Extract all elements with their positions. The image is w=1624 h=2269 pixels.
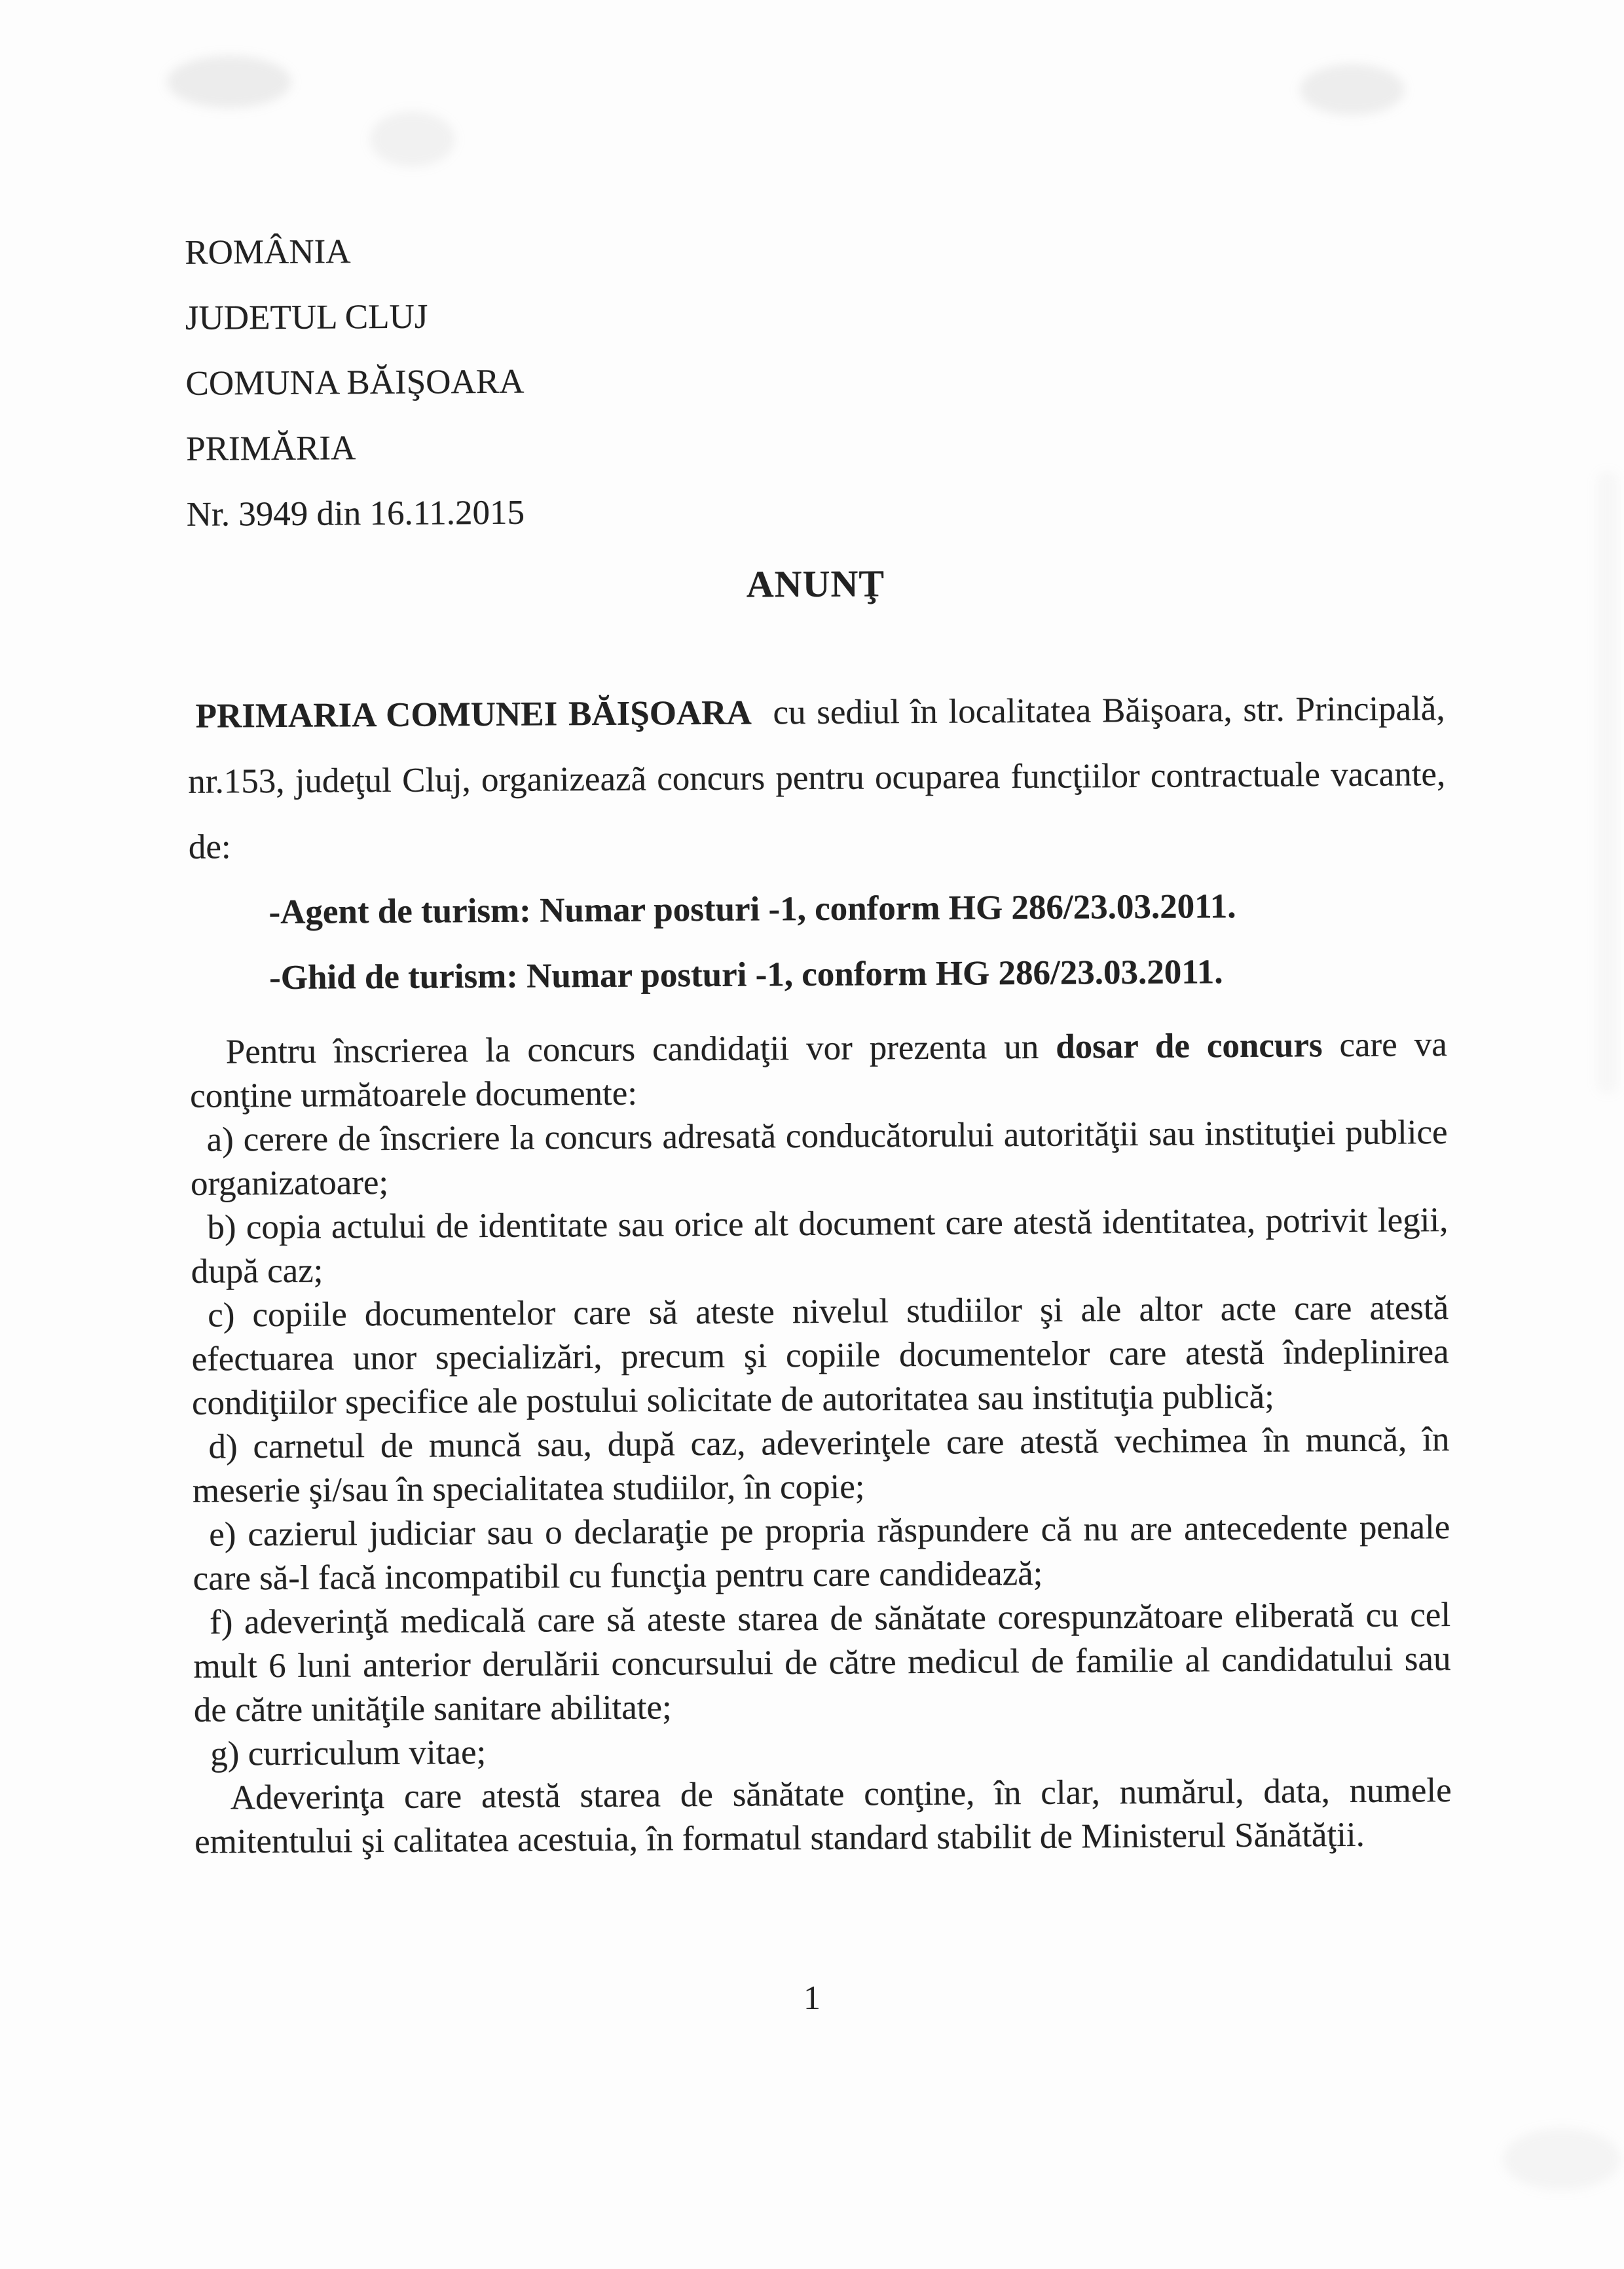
- dossier-intro-before: Pentru înscrierea la concurs candidaţii vor prezenta un: [225, 1027, 1056, 1071]
- dossier-intro-bold: dosar de concurs: [1056, 1026, 1323, 1066]
- scan-smudge-top-left: [167, 56, 291, 108]
- header-line-country: ROMÂNIA: [185, 232, 351, 272]
- dossier-intro-after: care va conţine următoarele documente:: [190, 1025, 1447, 1115]
- intro-paragraph: [187, 676, 1446, 880]
- intro-institution-name: PRIMARIA COMUNEI BĂIŞOARA: [195, 693, 752, 735]
- page-number: 1: [803, 1980, 821, 2017]
- header-line-registration-number: Nr. 3949 din 16.11.2015: [186, 493, 525, 534]
- scan-smudge-top-right: [1300, 64, 1405, 115]
- document-content: [185, 212, 1452, 1864]
- intro-paragraph-text: cu sediul în localitatea Băişoara, str. Principală, nr.153, judeţul Cluj, organizeazã concurs pentru ocuparea funcţiilor contractuale vacante, de:: [188, 690, 1446, 866]
- requirement-item-g: g) curriculum vitae;: [210, 1733, 487, 1773]
- scan-smudge-right-edge: [1596, 471, 1619, 1094]
- requirement-item-b: b) copia actului de identitate sau orice alt document care atestă identitatea, potrivit legii, după caz;: [191, 1201, 1449, 1291]
- requirement-item-e: e) cazierul judiciar sau o declaraţie pe propria răspundere că nu are antecedente penale care să-l facă incompatibil cu funcţia pentru care candidează;: [193, 1508, 1450, 1598]
- scan-smudge-bottom-right: [1503, 2128, 1621, 2190]
- position-line-ghid-de-turism: -Ghid de turism: Numar posturi -1, conform HG 286/23.03.2011.: [268, 953, 1223, 997]
- document-header: [185, 212, 1444, 547]
- requirement-item-c: c) copiile documentelor care să ateste nivelul studiilor şi ale altor acte care atestă efectuarea unor specializări, precum şi copiile documentelor care atestă îndeplinirea condiţiilor specifice ale postului solicitate de autoritatea sau instituţia publică;: [191, 1289, 1449, 1422]
- header-line-county: JUDETUL CLUJ: [185, 297, 428, 337]
- requirement-item-a: a) cerere de înscriere la concurs adresată conducătorului autorităţii sau instituţiei publice organizatoare;: [190, 1113, 1448, 1203]
- position-line-agent-de-turism: -Agent de turism: Numar posturi -1, conform HG 286/23.03.2011.: [268, 887, 1236, 932]
- closing-paragraph: Adeverinţa care atestă starea de sănătate conţine, în clar, numărul, data, numele emitentului şi calitatea acestuia, în formatul standard stabilit de Ministerul Sănătăţii.: [194, 1771, 1452, 1861]
- document-title: ANUNŢ: [746, 562, 885, 606]
- requirement-item-f: f) adeverinţă medicală care să ateste starea de sănătate corespunzătoare eliberată cu cel mult 6 luni anterior derulării concursului de către medicul de familie al candidatului sau de către unităţile sanitare abilitate;: [193, 1596, 1451, 1729]
- header-line-commune: COMUNA BĂIŞOARA: [185, 362, 525, 403]
- header-line-institution: PRIMĂRIA: [185, 429, 356, 468]
- scan-smudge-top-center: [370, 111, 455, 167]
- requirement-item-d: d) carnetul de muncă sau, după caz, adeverinţele care atestă vechimea în muncă, în meserie şi/sau în specialitatea studiilor, în copie;: [192, 1420, 1450, 1510]
- dossier-intro-paragraph: [190, 1023, 1448, 1118]
